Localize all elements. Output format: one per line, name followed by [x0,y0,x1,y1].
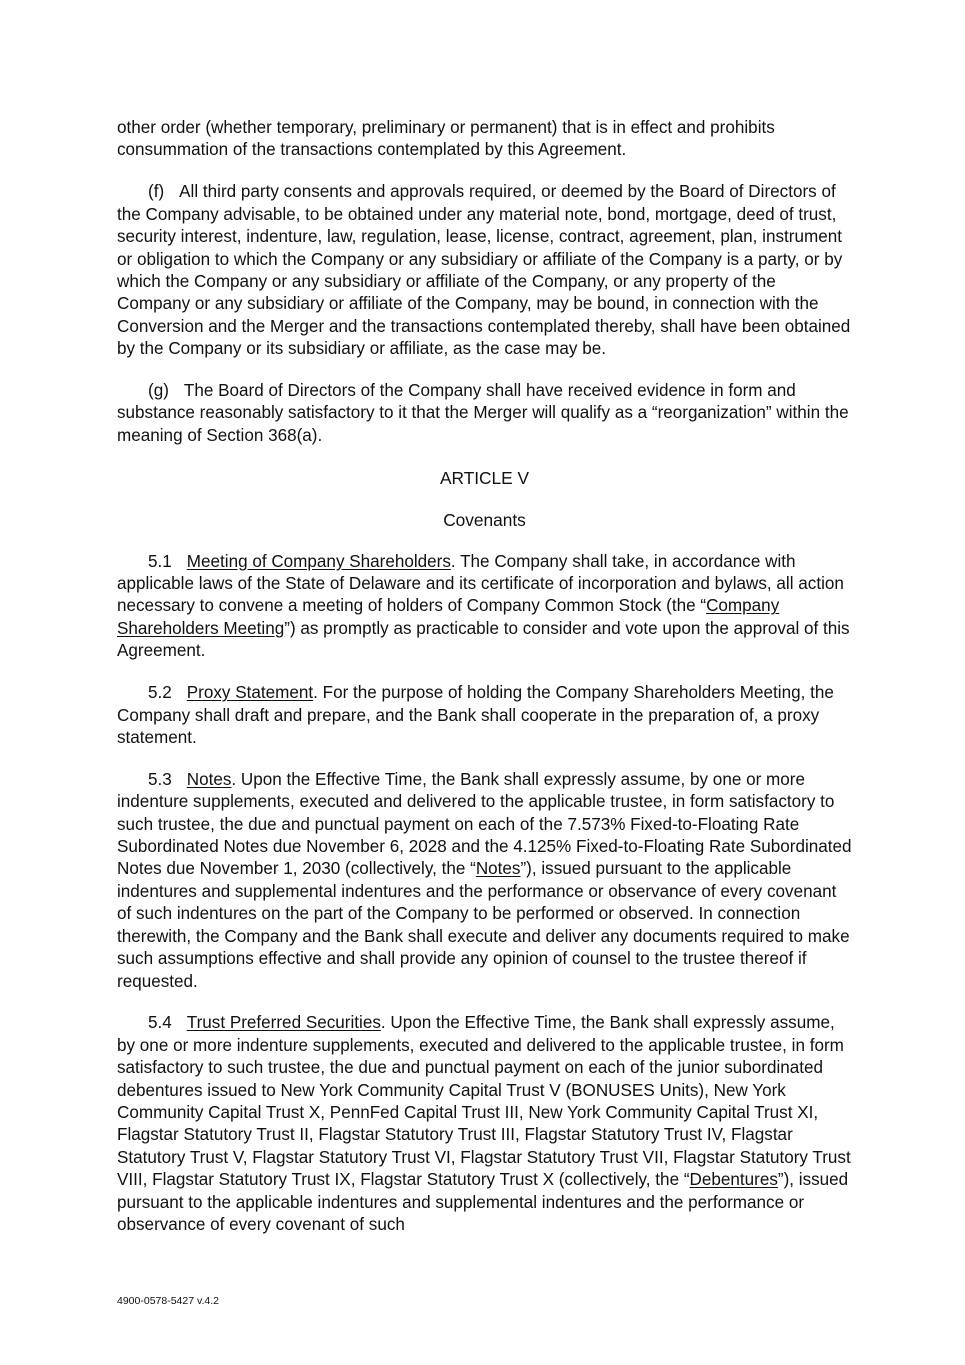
section-5-3-number: 5.3 [148,769,172,789]
section-5-4-number: 5.4 [148,1013,172,1033]
section-5-2 [117,682,852,749]
section-5-1-number: 5.1 [148,551,172,571]
section-5-3-text-2: ”), issued pursuant to the applicable indentures and supplemental indentures and the performance or observance of every covenant of such indentures on the part of the Company to be performed or observed. In connection therewith, the Company and the Bank shall execute and deliver any documents required to make such assumptions effective and shall provide any opinion of counsel to the trustee thereof if requested. [117,859,850,991]
paragraph-f-text: All third party consents and approvals required, or deemed by the Board of Directors of the Company advisable, to be obtained under any material note, bond, mortgage, deed of trust, security interest, indenture, law, regulation, lease, license, contract, agreement, plan, instrument or obligation to which the Company or any subsidiary or affiliate of the Company is a party, or by which the Company or any subsidiary or affiliate of the Company, or any property of the Company or any subsidiary or affiliate of the Company, may be bound, in connection with the Conversion and the Merger and the transactions contemplated thereby, shall have been obtained by the Company or its subsidiary or affiliate, as the case may be. [117,182,851,359]
defined-term-notes: Notes [475,859,521,879]
section-5-4-text-2: ”), issued pursuant to the applicable indentures and supplemental indentures and the performance or observance of every covenant of such [117,1170,849,1235]
section-5-2-text: . For the purpose of holding the Company Shareholders Meeting, the Company shall draft and prepare, and the Bank shall cooperate in the preparation of, a proxy statement. [117,683,834,747]
paragraph-g-label: (g) [148,381,169,401]
section-5-3-heading: Notes [186,769,232,789]
document-footer-id: 4900-0578-5427 v.4.2 [117,1295,219,1307]
defined-term-company: Company [706,596,780,616]
section-5-4 [117,1012,852,1236]
paragraph-intro: other order (whether temporary, preliminary or permanent) that is in effect and prohibits consummation of the transactions contemplated by this Agreement. [117,118,775,160]
section-5-1 [117,551,852,663]
paragraph-f [117,181,852,360]
paragraph-g [117,380,852,447]
section-5-3 [117,769,852,993]
section-5-2-heading: Proxy Statement [186,683,314,703]
section-5-1-text-2: ”) as promptly as practicable to consider and vote upon the approval of this Agreement. [117,618,850,661]
article-subtitle: Covenants [443,509,526,530]
document-page [117,117,852,1256]
paragraph-f-label: (f) [148,182,165,202]
section-5-1-heading: Meeting of Company Shareholders [186,551,451,571]
section-5-2-number: 5.2 [148,683,172,703]
paragraph-g-text: The Board of Directors of the Company shall have received evidence in form and substance reasonably satisfactory to it that the Merger will qualify as a “reorganization” within the meaning of Section 368(a). [117,381,849,445]
section-5-4-heading: Trust Preferred Securities [186,1013,381,1033]
article-title: ARTICLE V [440,467,529,488]
defined-term-debentures: Debentures [689,1170,778,1190]
section-5-4-text-1: . Upon the Effective Time, the Bank shall expressly assume, by one or more indenture supplements, executed and delivered to the applicable trustee, in form satisfactory to such trustee, the due and punctual payment on each of the junior subordinated debentures issued to New York Community Capital Trust V (BONUSES Units), New York Community Capital Trust X, PennFed Capital Trust III, New York Community Capital Trust XI, Flagstar Statutory Trust II, Flagstar Statutory Trust III, Flagstar Statutory Trust IV, Flagstar Statutory Trust V, Flagstar Statutory Trust VI, Flagstar Statutory Trust VII, Flagstar Statutory Trust VIII, Flagstar Statutory Trust IX, Flagstar Statutory Trust X (collectively, the “ [117,1013,851,1190]
section-5-1-text-1: . The Company shall take, in accordance with applicable laws of the State of Delaware and its certificate of incorporation and bylaws, all action necessary to convene a meeting of holders of Company Common Stock (the “ [117,551,844,616]
section-5-3-text-1: . Upon the Effective Time, the Bank shall expressly assume, by one or more indenture supplements, executed and delivered to the applicable trustee, in form satisfactory to such trustee, the due and punctual payment on each of the 7.573% Fixed-to-Floating Rate Subordinated Notes due November 6, 2028 and the 4.125% Fixed-to-Floating Rate Subordinated Notes due November 1, 2030 (collectively, the “ [117,769,852,879]
defined-term-shareholders-meeting: Shareholders Meeting [117,618,285,638]
